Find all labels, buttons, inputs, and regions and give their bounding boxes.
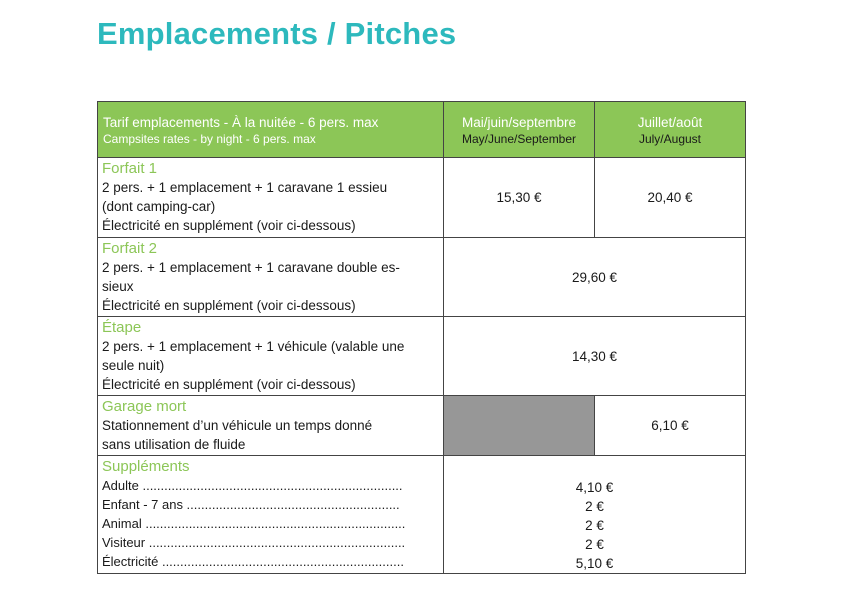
table-header-row (98, 102, 746, 158)
header-season-high-fr: Juillet/août (637, 115, 703, 130)
supplement-label: Enfant - 7 ans ........................................................... (102, 497, 400, 512)
table-row-supplements (98, 456, 746, 574)
header-rates-en: Campsites rates - by night - 6 pers. max (103, 132, 316, 146)
description-line: sieux (102, 279, 134, 294)
header-rates-fr: Tarif emplacements - À la nuitée - 6 pers. max (103, 115, 379, 130)
price-low-season: 15,30 € (444, 158, 595, 238)
description-line: Électricité en supplément (voir ci-dessous) (102, 298, 356, 313)
price-all-seasons: 14,30 € (444, 317, 746, 396)
table-row-forfait-2 (98, 238, 746, 317)
row-description (98, 238, 444, 317)
header-season-low-en: May/June/September (461, 132, 577, 146)
header-season-low (444, 102, 595, 158)
row-description (98, 396, 444, 456)
header-rates (98, 102, 444, 158)
description-line: Électricité en supplément (voir ci-dessous) (102, 377, 356, 392)
supplement-price: 4,10 € (575, 480, 614, 495)
category-label: Étape (102, 319, 142, 336)
description-line: sans utilisation de fluide (102, 437, 246, 452)
unavailable-cell (444, 396, 595, 456)
supplements-description (98, 456, 444, 574)
category-label: Forfait 2 (102, 240, 158, 257)
supplement-price: 5,10 € (575, 556, 614, 571)
category-label: Forfait 1 (102, 160, 158, 177)
supplement-price: 2 € (585, 499, 604, 514)
page-title: Emplacements / Pitches (97, 16, 457, 51)
description-line: 2 pers. + 1 emplacement + 1 caravane 1 essieu (102, 180, 388, 195)
supplement-label: Électricité ................................................................... (102, 554, 404, 569)
description-line: Électricité en supplément (voir ci-dessous) (102, 218, 356, 233)
category-label: Garage mort (102, 398, 187, 415)
supplement-label: Animal ........................................................................ (102, 516, 406, 531)
supplements-prices (444, 456, 746, 574)
header-season-high-en: July/August (638, 132, 702, 146)
category-label: Suppléments (102, 458, 190, 475)
table-row-garage-mort (98, 396, 746, 456)
supplement-label: Adulte ........................................................................ (102, 478, 403, 493)
rates-table (97, 101, 746, 574)
description-line: seule nuit) (102, 358, 165, 373)
description-line: (dont camping-car) (102, 199, 216, 214)
description-line: 2 pers. + 1 emplacement + 1 caravane double es- (102, 260, 400, 275)
table-row-etape (98, 317, 746, 396)
supplement-price: 2 € (585, 537, 604, 552)
description-line: Stationnement d’un véhicule un temps donné (102, 418, 373, 433)
price-high-season: 20,40 € (595, 158, 746, 238)
price-high-season: 6,10 € (595, 396, 746, 456)
description-line: 2 pers. + 1 emplacement + 1 véhicule (valable une (102, 339, 405, 354)
table-row-forfait-1 (98, 158, 746, 238)
header-season-low-fr: Mai/juin/septembre (461, 115, 577, 130)
header-season-high (595, 102, 746, 158)
price-all-seasons: 29,60 € (444, 238, 746, 317)
row-description (98, 317, 444, 396)
row-description (98, 158, 444, 238)
supplement-price: 2 € (585, 518, 604, 533)
supplement-label: Visiteur ....................................................................... (102, 535, 406, 550)
